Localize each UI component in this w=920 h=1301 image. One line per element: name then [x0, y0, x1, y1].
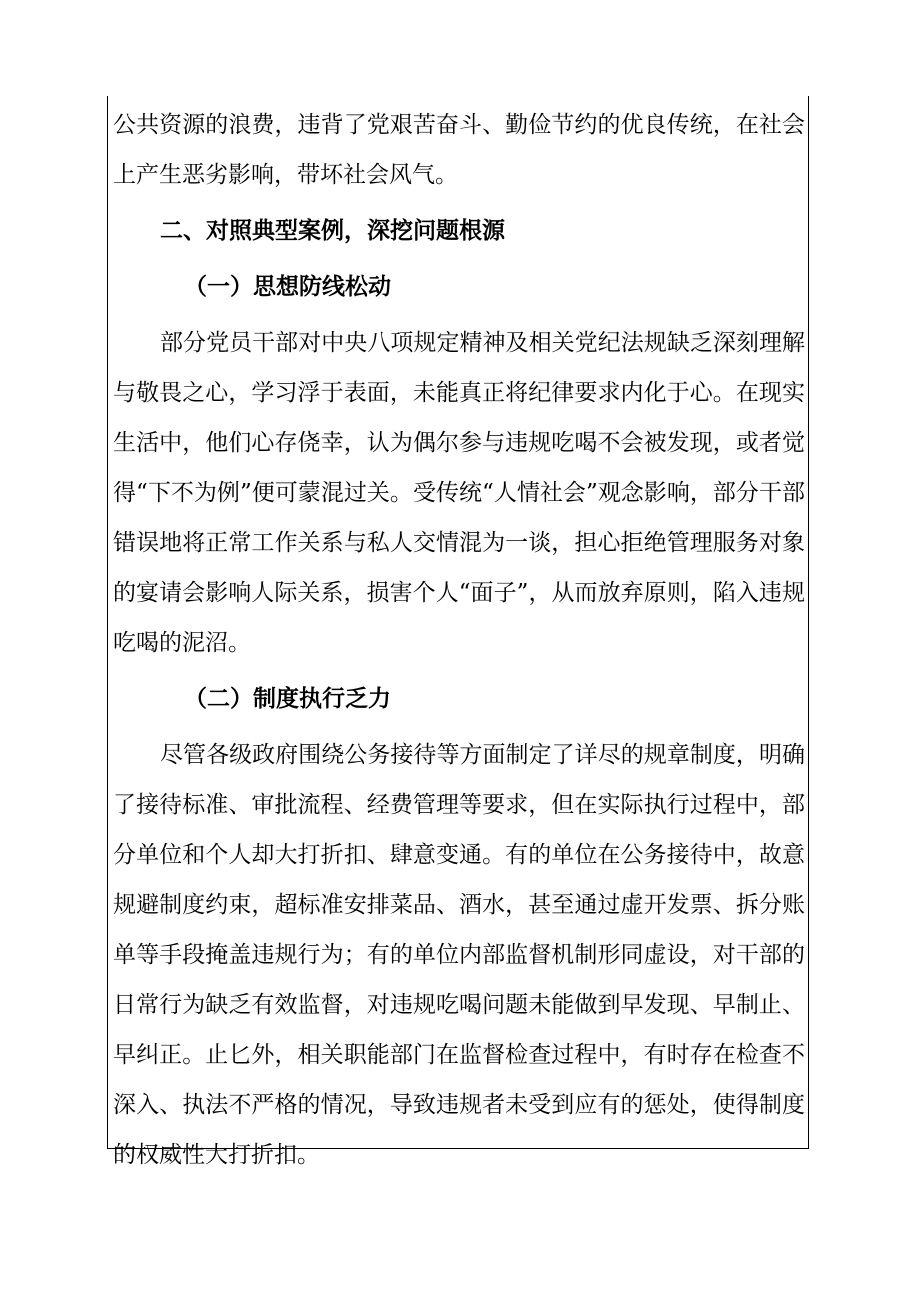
subsection-heading-2: （二）制度执行乏力	[184, 686, 391, 712]
subsection-heading-1: （一）思想防线松动	[184, 274, 391, 300]
subsection-paragraph-2: 尽管各级政府围绕公务接待等方面制定了详尽的规章制度，明确了接待标准、审批流程、经费管理等要求，但在实际执行过程中，部分单位和个人却大打折扣、肆意变通。有的单位在公务接待中，故意规避制度约束，超标准安排菜品、酒水，甚至通过虚开发票、拆分账单等手段掩盖违规行为；有的单位内部监督机制形同虚设，对干部的日常行为缺乏有效监督，对违规吃喝问题未能做到早发现、早制止、早纠正。止匕外，相关职能部门在监督检查过程中，有时存在检查不深入、执法不严格的情况，导致违规者未受到应有的惩处，使得制度的权威性大打折扣。	[113, 742, 805, 1168]
document-body	[113, 100, 805, 1180]
section-heading: 二、对照典型案例，深挖问题根源	[160, 218, 505, 244]
subsection-paragraph-1: 部分党员干部对中央八项规定精神及相关党纪法规缺乏深刻理解与敬畏之心，学习浮于表面，未能真正将纪律要求内化于心。在现实生活中，他们心存侥幸，认为偶尔参与违规吃喝不会被发现，或者觉得“下不为例”便可蒙混过关。受传统“人情社会”观念影响，部分干部错误地将正常工作关系与私人交情混为一谈，担心拒绝管理服务对象的宴请会影响人际关系，损害个人“面子”，从而放弃原则，陷入违规吃喝的泥沼。	[113, 330, 805, 656]
continued-paragraph: 公共资源的浪费，违背了党艰苦奋斗、勤俭节约的优良传统，在社会上产生恶劣影响，带坏社会风气。	[113, 112, 805, 188]
